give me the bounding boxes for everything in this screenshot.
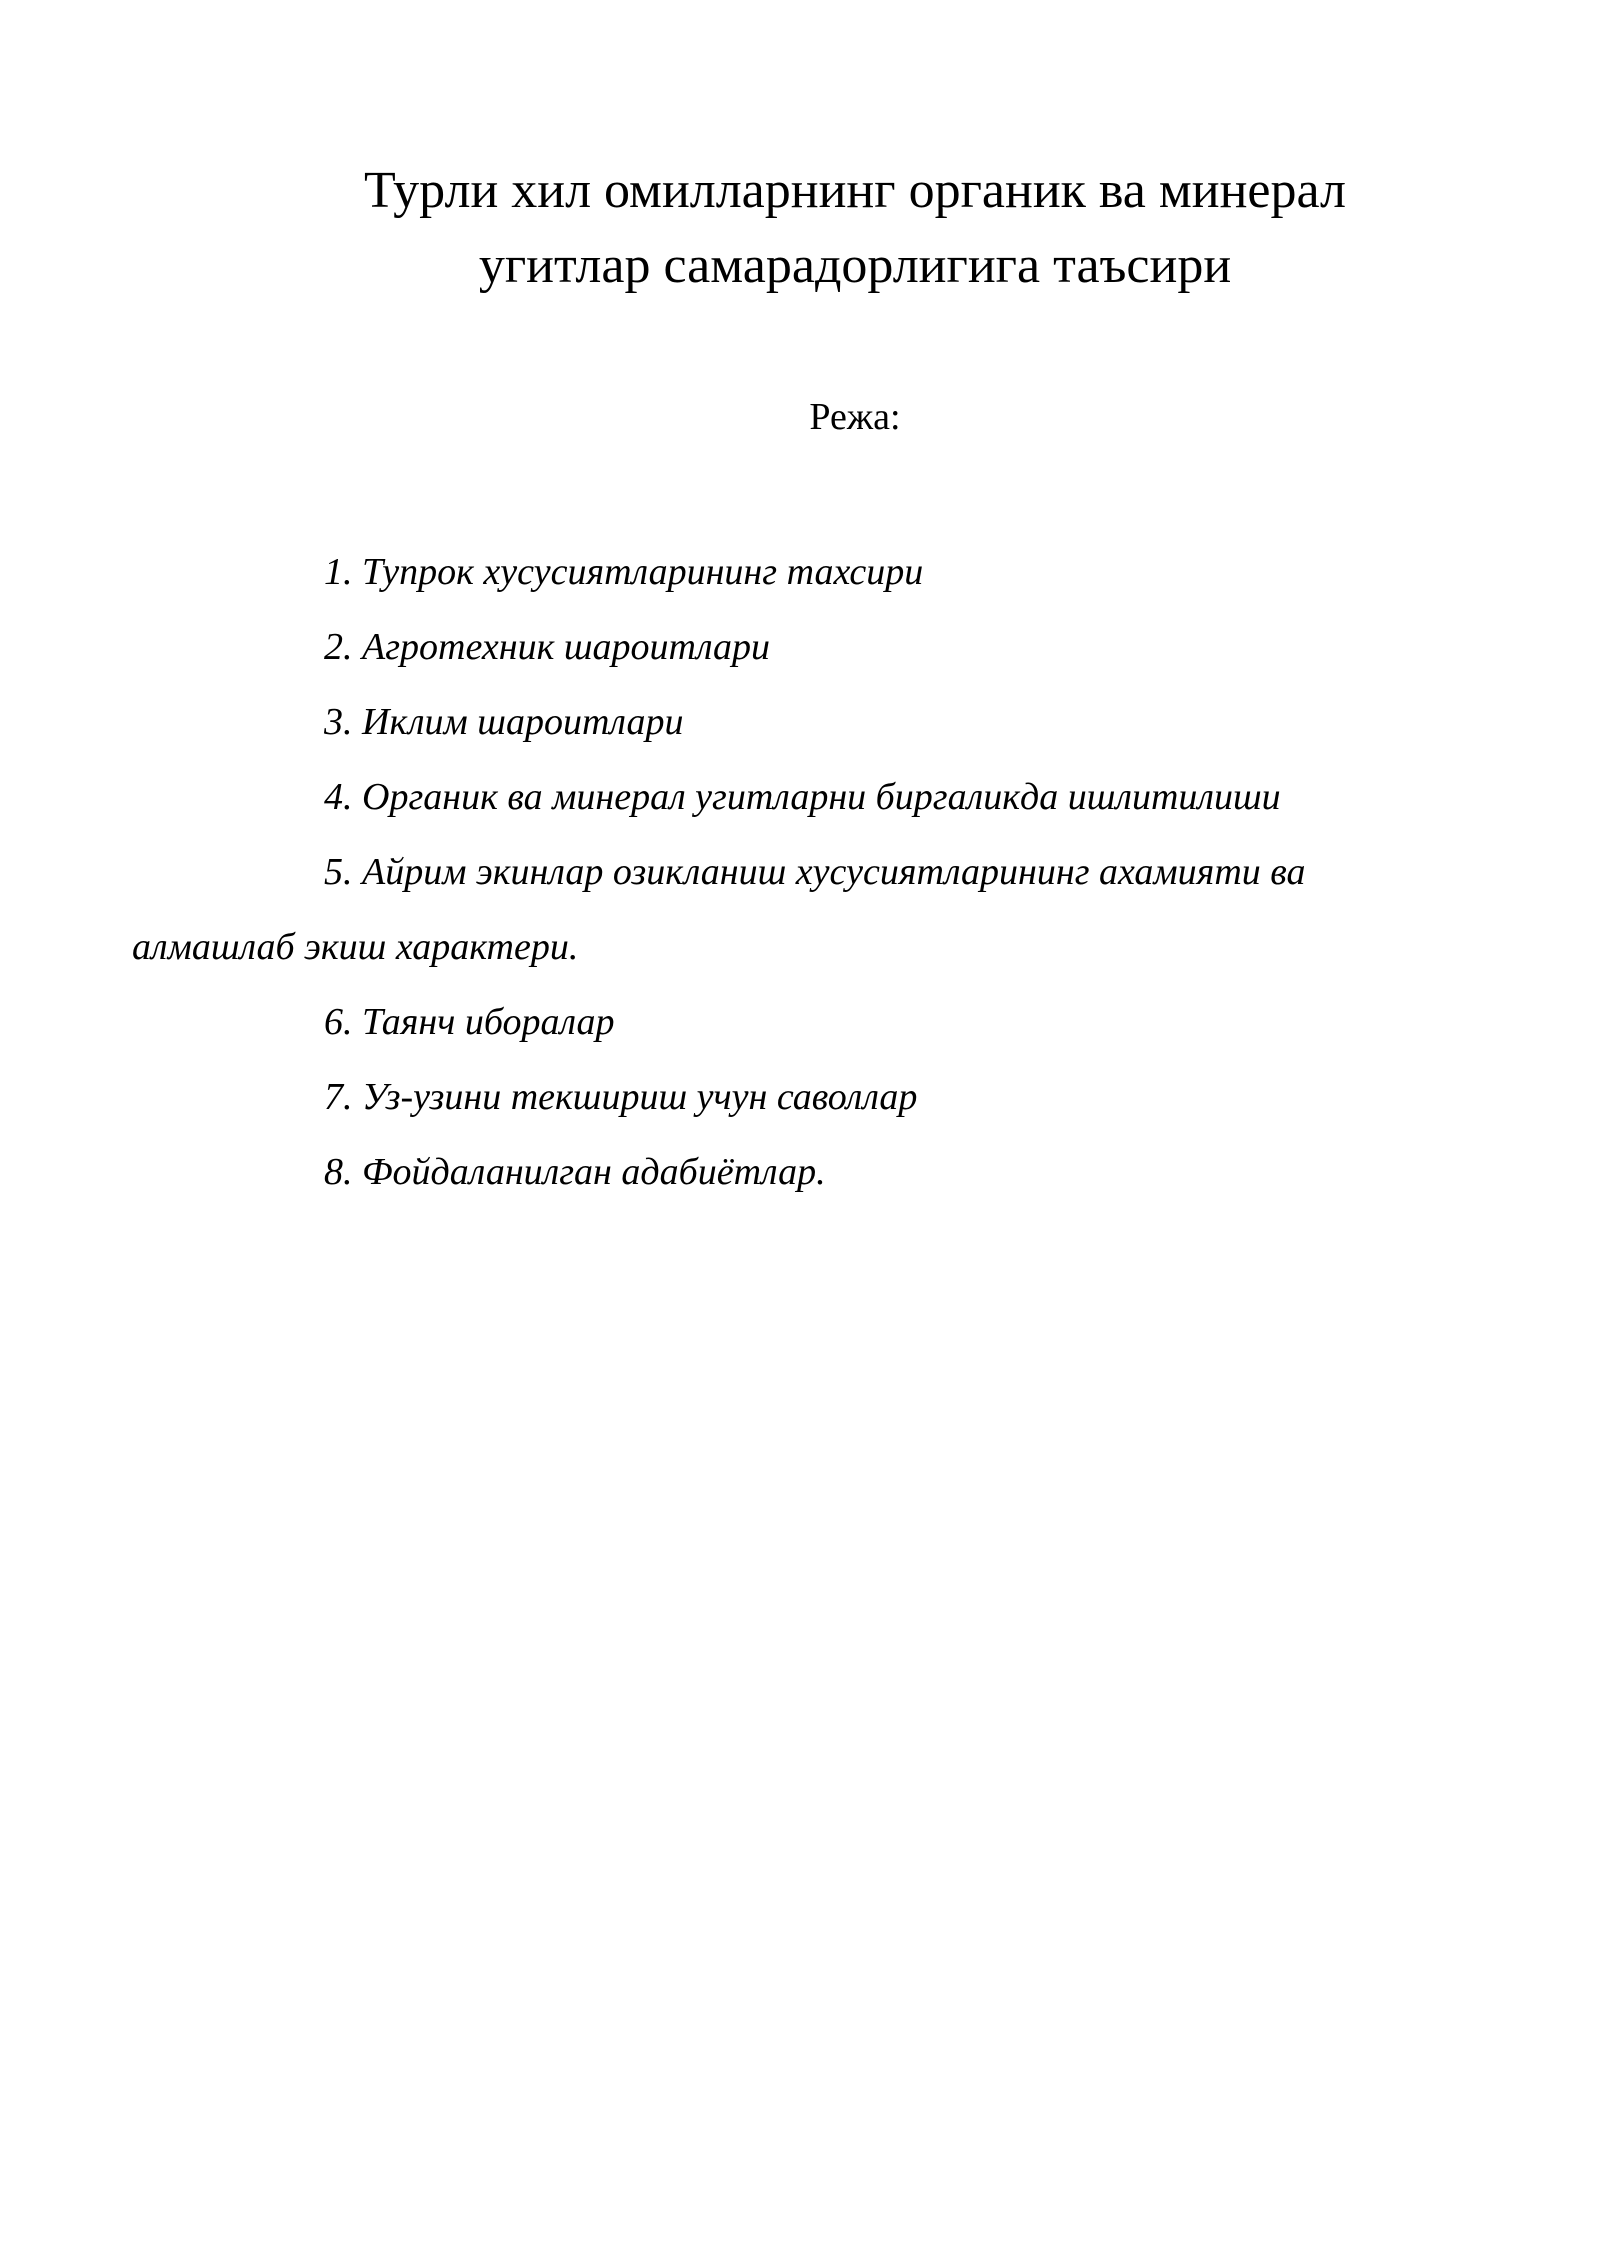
plan-item-1: 1. Тупрок хусусиятларининг тахсири [324,551,924,593]
plan-item-8: 8. Фойдаланилган адабиётлар. [324,1151,826,1193]
plan-item-4: 4. Органик ва минерал угитларни биргаликда ишлитилиши [324,776,1281,818]
title-line-2: угитлар самарадорлигига таъсири [478,237,1232,294]
title-line-1: Турли хил омилларнинг органик ва минерал [364,162,1346,219]
document-title [230,153,1480,303]
plan-item-5: 5. Айрим экинлар озикланиш хусусиятларининг ахамияти ва алмашлаб экиш характери. [228,835,1468,985]
plan-heading: Режа: [809,396,901,438]
plan-item-7: 7. Уз-узини текшириш учун саволлар [324,1076,918,1118]
plan-item-5-continuation: алмашлаб экиш характери. [132,926,579,968]
plan-item-6: 6. Таянч иборалар [324,1001,615,1043]
plan-item-2: 2. Агротехник шароитлари [324,626,770,668]
plan-list [132,535,1468,1210]
plan-item-3: 3. Иклим шароитлари [324,701,684,743]
